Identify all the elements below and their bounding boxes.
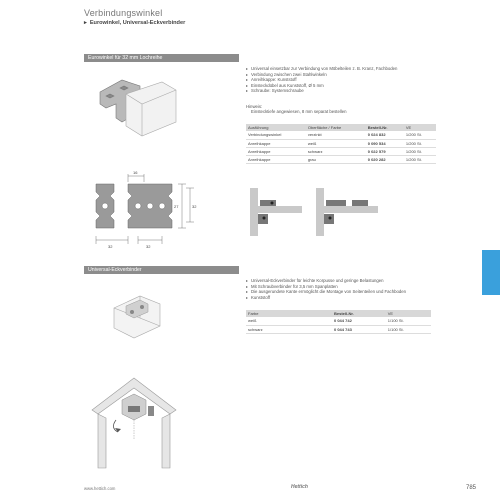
table-header-row [246, 124, 436, 131]
universal-eckverbinder-installation-drawing [88, 370, 180, 470]
table-header-cell: Bestell-Nr. [366, 124, 404, 131]
table-row [246, 147, 436, 155]
table-cell: Anreihkappe [246, 156, 306, 164]
eurowinkel-installation-drawing-1 [246, 184, 302, 240]
table-header-cell: VE [386, 310, 431, 317]
universal-eckverbinder-feature-list [246, 278, 476, 300]
table-cell: 1/200 St. [404, 139, 436, 147]
hettich-logo: Hettich [291, 484, 308, 490]
table-cell: Anreihkappe [246, 139, 306, 147]
table-header-cell: Farbe [246, 310, 332, 317]
table-cell: 1/200 St. [404, 147, 436, 155]
list-item: ▸ Universal einsetzbar zur Verbindung von Möbelteilen z. B. Kranz, Fachboden [246, 66, 476, 72]
table-cell: 1/100 St. [386, 317, 431, 325]
table-header-row [246, 310, 431, 317]
section-band-universal-eckverbinder: Universal-Eckverbinder [84, 266, 239, 274]
table-row [246, 317, 431, 325]
list-item: ▸ Universal-Eckverbinder für leichte Korpusse und geringe Belastungen [246, 278, 476, 284]
list-item: ▸ Die ausgerundete Kante ermöglicht die Montage von Seitenteilen und Fachboden [246, 289, 476, 295]
table-cell: verzinkt [306, 131, 366, 139]
table-header-cell: VE [404, 124, 436, 131]
list-item: ▸ Verbindung zwischen zwei Stahlwinkeln [246, 72, 476, 78]
table-cell: schwarz [246, 325, 332, 333]
eurowinkel-installation-drawing-2 [312, 184, 378, 240]
page-title: Verbindungswinkel [84, 8, 163, 18]
list-item: ▸ Kunststoff [246, 295, 476, 301]
list-item: ▸ Mit Schraubverbinder für 3,5 mm Spanplatten [246, 284, 476, 290]
table-cell: weiß [306, 139, 366, 147]
table-header-cell: Ausführung [246, 124, 306, 131]
dimension-label: 27 [174, 204, 179, 209]
section-band-eurowinkel: Eurowinkel für 32 mm Lochreihe [84, 54, 239, 62]
dimension-label: 32 [108, 244, 113, 249]
dimension-label: 32 [192, 204, 197, 209]
eurowinkel-dimension-drawing [86, 168, 226, 254]
eurowinkel-feature-list [246, 66, 476, 94]
table-cell: 0 090 534 [366, 139, 404, 147]
list-item: ▸ Schraube: Systemschraube [246, 88, 476, 94]
table-cell: 0 022 579 [366, 147, 404, 155]
table-cell: 0 020 282 [366, 156, 404, 164]
hint-title: Hinweis: [246, 104, 263, 109]
table-cell: Verbindungswinkel [246, 131, 306, 139]
page-subtitle-text: Eurowinkel, Universal-Eckverbinder [89, 20, 186, 26]
chapter-tab-marker [482, 250, 500, 295]
dimension-label: 32 [146, 244, 151, 249]
page-subtitle [84, 20, 185, 26]
table-cell: 0 044 743 [332, 325, 386, 333]
table-cell: 0 024 832 [366, 131, 404, 139]
arrow-right-icon: ▸ [84, 20, 87, 26]
table-cell: weiß [246, 317, 332, 325]
table-row [246, 131, 436, 139]
universal-eckverbinder-product-image [100, 278, 190, 348]
table-row [246, 156, 436, 164]
list-item: ▸ Einsteckdübel aus Kunststoff, Ø 5 mm [246, 83, 476, 89]
table-cell: schwarz [306, 147, 366, 155]
table-cell: 1/100 St. [386, 325, 431, 333]
table-row [246, 325, 431, 333]
table-cell: 1/200 St. [404, 156, 436, 164]
universal-eckverbinder-order-table [246, 310, 431, 334]
eurowinkel-product-image [92, 70, 192, 160]
table-cell: Anreihkappe [246, 147, 306, 155]
table-header-cell: Oberfläche / Farbe [306, 124, 366, 131]
table-cell: 1/200 St. [404, 131, 436, 139]
eurowinkel-order-table [246, 124, 436, 164]
footer-url: www.hettich.com [84, 486, 116, 491]
list-item: ▸ Anreihkappe: Kunststoff [246, 77, 476, 83]
table-cell: 0 044 742 [332, 317, 386, 325]
table-row [246, 139, 436, 147]
table-header-cell: Bestell-Nr. [332, 310, 386, 317]
table-cell: grau [306, 156, 366, 164]
hint-text: Einstecktiefe angewiesen, 8 mm separat bestellen [251, 109, 347, 115]
page-number: 785 [466, 485, 477, 491]
eurowinkel-hint [246, 104, 476, 115]
dimension-label: 16 [133, 170, 138, 175]
